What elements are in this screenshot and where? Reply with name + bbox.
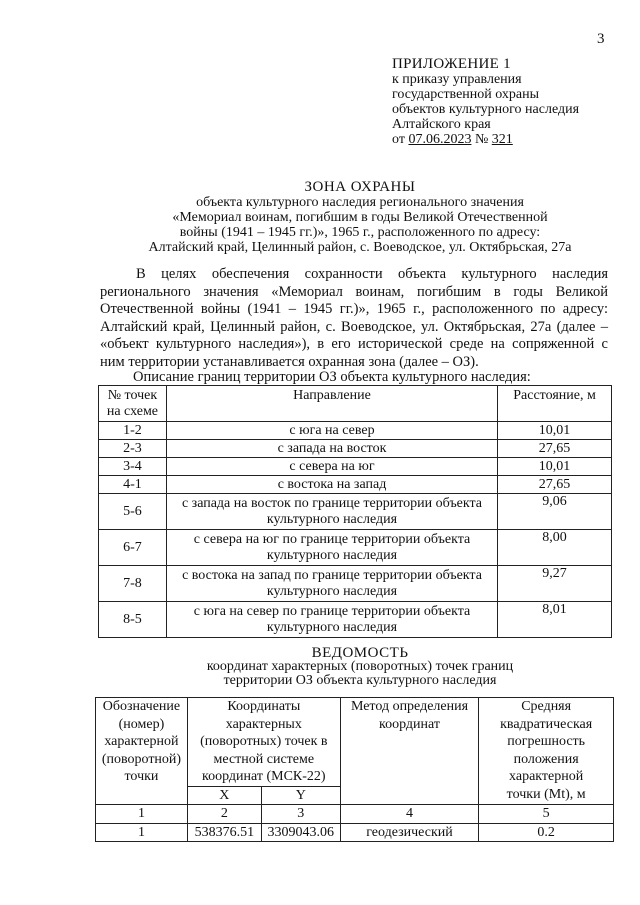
row-points: 3-4	[99, 458, 167, 476]
row-distance: 10,01	[498, 422, 612, 440]
appendix-heading: ПРИЛОЖЕНИЕ 1	[392, 56, 511, 72]
appendix-line: Алтайского края	[392, 117, 491, 132]
table-row	[99, 566, 612, 602]
row-direction: с запада на восток	[166, 440, 497, 458]
header-error: Средняя квадратическая погрешность положения характерной точки (Mt), м	[479, 698, 614, 805]
column-numbers-row	[96, 805, 614, 824]
paragraph-line: «объект культурного наследия»), в его исторической среде на сопряженной с	[100, 336, 608, 353]
table-row	[99, 530, 612, 566]
row-distance: 9,27	[498, 566, 612, 602]
row-distance: 27,65	[498, 476, 612, 494]
body-paragraph	[100, 266, 608, 372]
row-x: 538376.51	[187, 823, 261, 842]
statement-line: территории ОЗ объекта культурного наследия	[223, 673, 497, 688]
from-prefix: от	[392, 132, 405, 147]
row-direction: с юга на север по границе территории объекта культурного наследия	[166, 602, 497, 638]
row-direction: с востока на запад по границе территории объекта культурного наследия	[166, 566, 497, 602]
row-points: 4-1	[99, 476, 167, 494]
header-x: X	[187, 786, 261, 805]
table-row	[99, 602, 612, 638]
appendix-line: к приказу управления	[392, 72, 522, 87]
row-direction: с севера на юг по границе территории объекта культурного наследия	[166, 530, 497, 566]
header-direction: Направление	[166, 386, 497, 422]
table-row	[99, 476, 612, 494]
paragraph-line: регионального значения «Мемориал воинам, погибшим в годы Великой	[100, 283, 608, 300]
paragraph-line: В целях обеспечения сохранности объекта культурного наследия	[136, 266, 608, 282]
statement-heading-block	[80, 646, 640, 688]
col-number: 2	[187, 805, 261, 824]
title-line: войны (1941 – 1945 гг.)», 1965 г., расположенного по адресу:	[179, 225, 541, 240]
table-row	[99, 458, 612, 476]
row-distance: 10,01	[498, 458, 612, 476]
title-line: «Мемориал воинам, погибшим в годы Великой Отечественной	[172, 210, 548, 225]
col-number: 5	[479, 805, 614, 824]
row-points: 8-5	[99, 602, 167, 638]
table-row	[99, 440, 612, 458]
row-direction: с востока на запад	[166, 476, 497, 494]
order-date: 07.06.2023	[408, 132, 472, 147]
document-title	[80, 180, 640, 255]
row-points: 1-2	[99, 422, 167, 440]
title-heading: ЗОНА ОХРАНЫ	[304, 179, 416, 195]
appendix-line: объектов культурного наследия	[392, 102, 580, 117]
appendix-line: государственной охраны	[392, 87, 540, 102]
title-line: объекта культурного наследия регионального значения	[196, 195, 524, 210]
header-designation: Обозначение (номер) характерной (поворотной) точки	[96, 698, 188, 805]
order-number: 321	[491, 132, 513, 147]
row-error: 0.2	[479, 823, 614, 842]
table-row	[96, 823, 614, 842]
coords-header-row	[96, 698, 614, 787]
paragraph-line: Отечественной войны (1941 – 1945 гг.)», 1965 г., расположенного по адресу:	[100, 301, 608, 318]
header-points: № точек на схеме	[99, 386, 167, 422]
row-points: 7-8	[99, 566, 167, 602]
table-header-row	[99, 386, 612, 422]
header-coordinates: Координаты характерных (поворотных) точек в местной системе координат (МСК-22)	[187, 698, 340, 787]
statement-line: координат характерных (поворотных) точек границ	[206, 659, 514, 674]
row-direction: с юга на север	[166, 422, 497, 440]
boundary-table-caption: Описание границ территории ОЗ объекта культурного наследия:	[133, 369, 531, 385]
header-y: Y	[261, 786, 340, 805]
row-distance: 8,01	[498, 602, 612, 638]
row-points: 2-3	[99, 440, 167, 458]
row-y: 3309043.06	[261, 823, 340, 842]
order-date-line	[392, 132, 579, 147]
table-row	[99, 422, 612, 440]
boundary-table	[98, 385, 612, 638]
row-points: 6-7	[99, 530, 167, 566]
row-direction: с запада на восток по границе территории объекта культурного наследия	[166, 494, 497, 530]
row-distance: 8,00	[498, 530, 612, 566]
table-row	[99, 494, 612, 530]
statement-heading: ВЕДОМОСТЬ	[311, 645, 409, 661]
header-distance: Расстояние, м	[498, 386, 612, 422]
row-direction: с севера на юг	[166, 458, 497, 476]
row-distance: 27,65	[498, 440, 612, 458]
paragraph-line: Алтайский край, Целинный район, с. Воеводское, ул. Октябрьская, 27а (далее –	[100, 318, 608, 335]
row-distance: 9,06	[498, 494, 612, 530]
page-number: 3	[597, 31, 605, 47]
col-number: 1	[96, 805, 188, 824]
row-method: геодезический	[340, 823, 479, 842]
title-line: Алтайский край, Целинный район, с. Воеводское, ул. Октябрьская, 27а	[148, 240, 572, 255]
col-number: 4	[340, 805, 479, 824]
number-prefix: №	[474, 132, 489, 147]
row-points: 5-6	[99, 494, 167, 530]
coordinates-table	[95, 697, 614, 842]
appendix-block	[392, 57, 579, 147]
col-number: 3	[261, 805, 340, 824]
header-method: Метод определения координат	[340, 698, 479, 805]
row-point: 1	[96, 823, 188, 842]
paragraph-line: ним территории устанавливается охранная зона (далее – ОЗ).	[100, 353, 479, 370]
